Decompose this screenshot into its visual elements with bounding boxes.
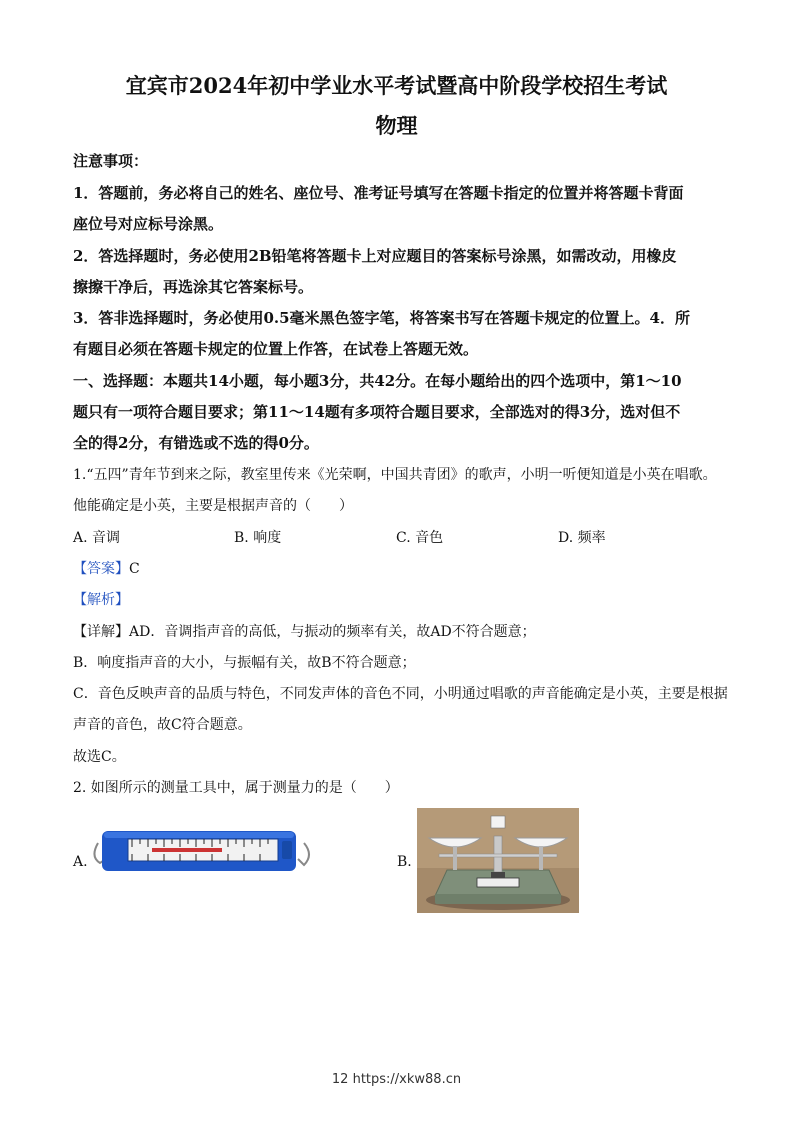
section-heading-line-3: 全的得2分，有错选或不选的得0分。 bbox=[73, 434, 319, 452]
q1-option-a: A. 音调 bbox=[73, 530, 121, 546]
q1-detail-line-2: B．响度指声音的大小，与振幅有关，故B不符合题意； bbox=[73, 655, 416, 671]
subject-title: 物理 bbox=[375, 113, 418, 138]
analysis-tag: 【解析】 bbox=[73, 592, 129, 608]
answer-tag: 【答案】 bbox=[73, 561, 129, 577]
notice-item-2-line-2: 擦擦干净后，再选涂其它答案标号。 bbox=[73, 278, 314, 296]
q2-stem: 2. 如图所示的测量工具中，属于测量力的是（ ） bbox=[73, 780, 399, 796]
q1-stem-line-1: 1.“五四”青年节到来之际，教室里传来《光荣啊，中国共青团》的歌声，小明一听便知道是小英在唱歌。 bbox=[73, 467, 717, 483]
q1-detail-line-4: 声音的音色，故C符合题意。 bbox=[73, 717, 252, 733]
section-heading-line-2: 题只有一项符合题目要求；第11～14题有多项符合题目要求，全部选对的得3分，选对但不 bbox=[73, 403, 681, 421]
page-footer: 12 https://xkw88.cn bbox=[331, 1072, 462, 1087]
q2-option-b-label: B. bbox=[397, 854, 412, 870]
notice-item-3-line-1: 3．答非选择题时，务必使用0.5毫米黑色签字笔，将答案书写在答题卡规定的位置上。4．所 bbox=[73, 309, 690, 327]
notice-item-2-line-1: 2．答选择题时，务必使用2B铅笔将答题卡上对应题目的答案标号涂黑，如需改动，用橡皮 bbox=[73, 247, 677, 265]
exam-title: 宜宾市2024年初中学业水平考试暨高中阶段学校招生考试 bbox=[125, 73, 668, 98]
detail-tag: 【详解】 bbox=[73, 624, 129, 640]
notice-heading: 注意事项： bbox=[73, 152, 149, 170]
q1-detail-line-3: C．音色反映声音的品质与特色，不同发声体的音色不同，小明通过唱歌的声音能确定是小英，主要是根据 bbox=[73, 686, 728, 702]
notice-item-3-line-2: 有题目必须在答题卡规定的位置上作答，在试卷上答题无效。 bbox=[73, 340, 479, 358]
q1-conclusion: 故选C。 bbox=[73, 749, 126, 765]
q1-option-d: D. 频率 bbox=[558, 530, 606, 546]
q1-detail-line-1 bbox=[73, 621, 536, 641]
q1-option-b: B. 响度 bbox=[234, 530, 282, 546]
q2-option-a-label: A. bbox=[73, 854, 88, 870]
notice-item-1-line-2: 座位号对应标号涂黑。 bbox=[73, 215, 224, 233]
notice-item-1-line-1: 1．答题前，务必将自己的姓名、座位号、准考证号填写在答题卡指定的位置并将答题卡背面 bbox=[73, 184, 684, 202]
detail-text-1: AD．音调指声音的高低，与振动的频率有关，故AD不符合题意； bbox=[129, 624, 536, 640]
balance-scale-figure bbox=[417, 808, 579, 913]
q1-option-c: C. 音色 bbox=[396, 530, 444, 546]
q1-answer-line bbox=[73, 558, 140, 578]
answer-value: C bbox=[129, 561, 140, 577]
section-heading-line-1: 一、选择题：本题共14小题，每小题3分，共42分。在每小题给出的四个选项中，第1～10 bbox=[73, 372, 682, 390]
q1-stem-line-2: 他能确定是小英，主要是根据声音的（ ） bbox=[73, 498, 353, 514]
spring-scale-figure bbox=[92, 827, 314, 873]
